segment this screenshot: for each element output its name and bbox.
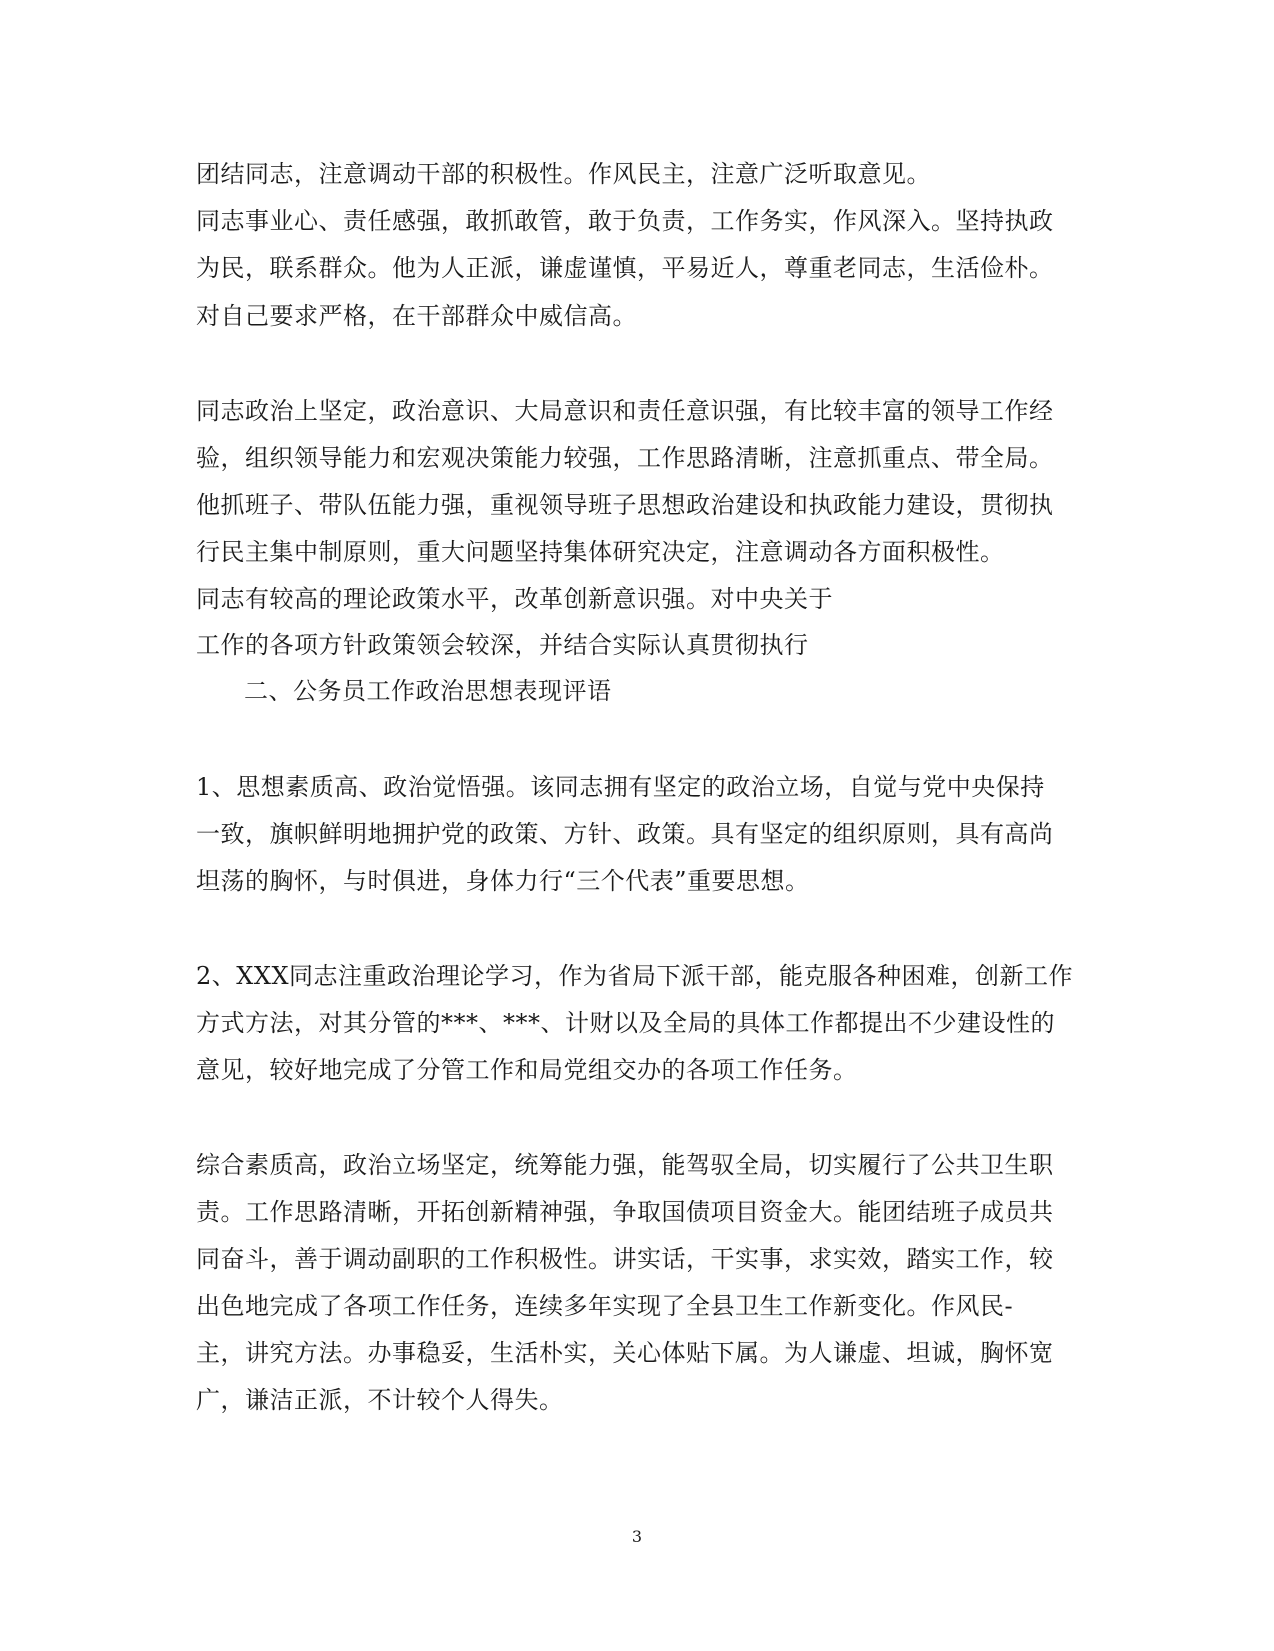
text-line: 广，谦洁正派，不计较个人得失。 <box>196 1386 564 1414</box>
text-line: 他抓班子、带队伍能力强，重视领导班子思想政治建设和执政能力建设，贯彻执 <box>196 491 1054 519</box>
text-line: 同志事业心、责任感强，敢抓敢管，敢于负责，工作务实，作风深入。坚持执政 <box>196 207 1054 235</box>
text-line: 综合素质高，政治立场坚定，统筹能力强，能驾驭全局，切实履行了公共卫生职 <box>196 1151 1054 1179</box>
text-line: 方式方法，对其分管的***、***、计财以及全局的具体工作都提出不少建设性的 <box>196 1009 1055 1037</box>
text-line: 同志有较高的理论政策水平，改革创新意识强。对中央关于 <box>196 585 833 613</box>
text-line: 团结同志，注意调动干部的积极性。作风民主，注意广泛听取意见。 <box>196 160 931 188</box>
text-line: 为民，联系群众。他为人正派，谦虚谨慎，平易近人，尊重老同志，生活俭朴。 <box>196 254 1054 282</box>
section-heading: 二、公务员工作政治思想表现评语 <box>244 677 612 705</box>
text-line: 坦荡的胸怀，与时俱进，身体力行“三个代表”重要思想。 <box>196 867 810 895</box>
text-line: 一致，旗帜鲜明地拥护党的政策、方针、政策。具有坚定的组织原则，具有高尚 <box>196 820 1054 848</box>
text-line: 同志政治上坚定，政治意识、大局意识和责任意识强，有比较丰富的领导工作经 <box>196 397 1054 425</box>
text-line: 行民主集中制原则，重大问题坚持集体研究决定，注意调动各方面积极性。 <box>196 538 1005 566</box>
text-line: 意见，较好地完成了分管工作和局党组交办的各项工作任务。 <box>196 1056 858 1084</box>
text-line: 主，讲究方法。办事稳妥，生活朴实，关心体贴下属。为人谦虚、坦诚，胸怀宽 <box>196 1339 1054 1367</box>
text-line: 验，组织领导能力和宏观决策能力较强，工作思路清晰，注意抓重点、带全局。 <box>196 444 1054 472</box>
text-line: 1、思想素质高、政治觉悟强。该同志拥有坚定的政治立场，自觉与党中央保持 <box>196 773 1045 801</box>
page-number: 3 <box>631 1527 643 1546</box>
text-line: 2、XXX同志注重政治理论学习，作为省局下派干部，能克服各种困难，创新工作 <box>196 962 1074 990</box>
text-line: 责。工作思路清晰，开拓创新精神强，争取国债项目资金大。能团结班子成员共 <box>196 1198 1054 1226</box>
text-line: 出色地完成了各项工作任务，连续多年实现了全县卫生工作新变化。作风民- <box>196 1292 1014 1320</box>
text-line: 工作的各项方针政策领会较深，并结合实际认真贯彻执行 <box>196 631 809 659</box>
text-line: 对自己要求严格，在干部群众中威信高。 <box>196 302 637 330</box>
text-line: 同奋斗，善于调动副职的工作积极性。讲实话，干实事，求实效，踏实工作，较 <box>196 1245 1054 1273</box>
